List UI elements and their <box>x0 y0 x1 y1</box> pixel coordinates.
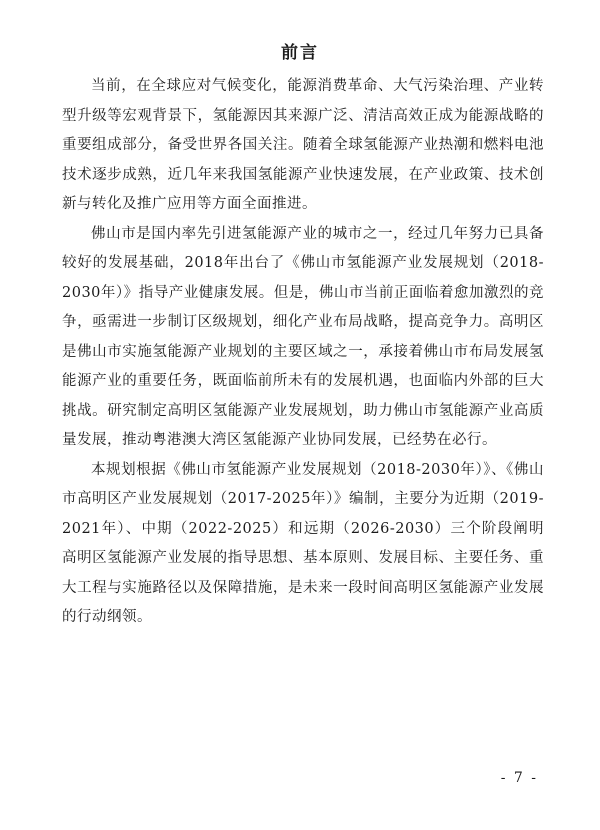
page-number: - 7 - <box>500 770 538 786</box>
paragraph-1: 当前，在全球应对气候变化，能源消费革命、大气污染治理、产业转型升级等宏观背景下，氢能源因其来源广泛、清洁高效正成为能源战略的重要组成部分，备受世界各国关注。随着全球氢能源产业热潮和燃料电池技术逐步成熟，近几年来我国氢能源产业快速发展，在产业政策、技术创新与转化及推广应用等方面全面推进。 <box>62 78 544 212</box>
paragraph-2: 佛山市是国内率先引进氢能源产业的城市之一，经过几年努力已具备较好的发展基础，2018年出台了《佛山市氢能源产业发展规划（2018-2030年）》指导产业健康发展。但是，佛山市当前正面临着愈加激烈的竞争，亟需进一步制订区级规划，细化产业布局战略，提高竞争力。高明区是佛山市实施氢能源产业规划的主要区域之一，承接着佛山市布局发展氢能源产业的重要任务，既面临前所未有的发展机遇，也面临内外部的巨大挑战。研究制定高明区氢能源产业发展规划，助力佛山市氢能源产业高质量发展，推动粤港澳大湾区氢能源产业协同发展，已经势在必行。 <box>62 225 544 448</box>
page-title: 前言 <box>281 43 319 63</box>
paragraph-3: 本规划根据《佛山市氢能源产业发展规划（2018-2030年）》、《佛山市高明区产业发展规划（2017-2025年）》编制，主要分为近期（2019-2021年）、中期（2022-2025）和远期（2026-2030）三个阶段阐明高明区氢能源产业发展的指导思想、基本原则、发展目标、主要任务、重大工程与实施路径以及保障措施，是未来一段时间高明区氢能源产业发展的行动纲领。 <box>62 461 544 625</box>
body-text <box>62 72 544 633</box>
